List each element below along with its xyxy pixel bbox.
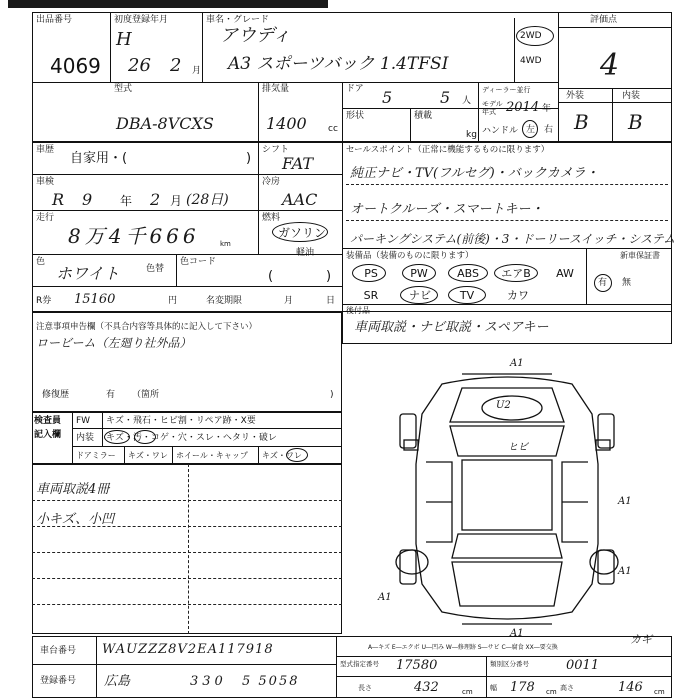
repair-close: ): [330, 390, 334, 400]
repair-label: 修復歴: [42, 390, 70, 400]
reg-year: 26: [128, 55, 151, 76]
recycle-label: R券: [36, 296, 52, 306]
notes-value: ロービーム（左廻り社外品）: [36, 336, 192, 350]
color-code-close: ): [326, 269, 332, 284]
doors: 5: [382, 88, 393, 107]
aircon: AAC: [282, 190, 318, 209]
sales-label: セールスポイント（正常に機能するものに限ります）: [346, 145, 550, 155]
lot-label: 出品番号: [36, 15, 73, 25]
new-car-warranty-label: 新車保証書: [620, 251, 660, 260]
color-change-label: 色替: [146, 264, 165, 274]
repair-yes: 有: [106, 390, 116, 400]
reg-class: 330: [190, 674, 227, 689]
inspection-label: 車検: [36, 177, 55, 187]
notes-label: 注意事項申告欄（不具合内容等具体的に記入して下さい）: [36, 322, 258, 332]
top-header-bar: [8, 0, 328, 8]
loading-label: 積載: [414, 111, 433, 121]
width-label: 幅: [490, 684, 497, 692]
sales-point-1: 純正ナビ・TV(フルセグ)・バックカメラ・: [350, 166, 599, 181]
displacement-label: 排気量: [262, 84, 290, 94]
after-install: 車両取説・ナビ取説・スペアキー: [354, 320, 549, 335]
usage-value: 自家用・(: [70, 151, 128, 166]
repair-part: （箇所: [132, 390, 160, 400]
aircon-label: 冷房: [262, 177, 281, 187]
inspector-wheel-label: ホイール・キャップ: [176, 451, 248, 460]
inspection-year: 9: [82, 190, 93, 209]
mark-right-side: A1: [618, 496, 632, 507]
equipment-label: 装備品（装備のものに限ります）: [346, 251, 474, 261]
expiry-label: 名変期限: [206, 296, 243, 306]
reg-date-label: 初度登録年月: [114, 15, 169, 25]
inspector-label-1: 検査員: [34, 416, 62, 426]
inspection-month-unit: 月: [170, 194, 183, 208]
mileage-value: 8万4千666: [68, 224, 200, 248]
score-label: 評価点: [590, 15, 618, 25]
inspector-mirror-items: キズ・ワレ: [128, 451, 168, 460]
reg-plate-number: 5 5058: [242, 674, 300, 689]
category-label: 類別区分番号: [490, 660, 529, 668]
shape-label: 形状: [346, 111, 365, 121]
displacement: 1400: [266, 114, 307, 133]
shift: FAT: [282, 154, 314, 173]
reg-month: 2: [170, 55, 182, 76]
shift-label: シフト: [262, 145, 290, 155]
fuel: ガソリン: [278, 226, 327, 240]
chassis-label: 車台番号: [40, 646, 77, 656]
equip-airbag: エアB: [501, 267, 531, 280]
equip-ps: PS: [364, 267, 378, 280]
recycle-value: 15160: [74, 292, 116, 307]
car-name-label: 車名・グレード: [206, 15, 270, 25]
equip-pw: PW: [410, 267, 428, 280]
model-code: DBA-8VCXS: [116, 114, 214, 133]
inspector-wheel-items: キズ・ワレ: [262, 451, 302, 460]
model-label: 型式: [114, 84, 133, 94]
light-oil: 軽油: [296, 248, 315, 258]
inspection-year-unit: 年: [120, 194, 133, 208]
inspector-fw-items: キズ・飛石・ヒビ割・リペア跡・X要: [106, 416, 256, 426]
fuel-label: 燃料: [262, 213, 281, 223]
reg-place: 広島: [104, 674, 131, 689]
reg-month-unit: 月: [192, 66, 202, 76]
car-damage-diagram: [342, 344, 672, 636]
after-install-label: 後付品: [346, 306, 370, 315]
seats-unit: 人: [462, 96, 472, 106]
length-unit: cm: [462, 688, 473, 696]
equip-sr: SR: [363, 289, 379, 302]
model-year-unit: 年: [542, 104, 552, 114]
equip-aw: AW: [556, 267, 574, 280]
warranty-no: 無: [622, 278, 632, 288]
comment-1: 車両取説4冊: [36, 482, 110, 497]
inspection-day: (28日): [186, 192, 229, 208]
doors-label: ドア: [346, 84, 364, 94]
car-grade: A3 スポーツバック 1.4TFSI: [228, 54, 449, 74]
model-year-label: モデル年式: [482, 100, 503, 116]
handle-label: ハンドル: [482, 126, 519, 136]
chassis-number: WAUZZZ8V2EA117918: [102, 642, 274, 657]
height-label: 高さ: [560, 684, 574, 692]
equip-leather: カワ: [507, 289, 529, 302]
damage-legend: A―キズ E―エクボ U―凹み W―修理跡 S―サビ C―腐食 XX―要交換: [368, 644, 558, 651]
expiry-day: 日: [326, 296, 336, 306]
lot-number: 4069: [50, 54, 101, 78]
mileage-label: 走行: [36, 213, 55, 223]
handle-right: 右: [544, 125, 554, 135]
mark-hood: U2: [496, 400, 511, 411]
mileage-unit: km: [220, 240, 231, 248]
model-year: 2014: [506, 100, 540, 115]
kg-unit: kg: [466, 130, 477, 140]
expiry-month: 月: [284, 296, 294, 306]
inspection-era: R: [52, 190, 65, 209]
legend-extra: カギ: [630, 633, 652, 646]
inspector-interior-items: キズ・汚・コゲ・穴・スレ・ヘタリ・破レ: [106, 433, 277, 443]
cc-unit: cc: [328, 124, 338, 134]
mark-rear: A1: [510, 628, 524, 636]
sales-point-3: パーキングシステム(前後)・3・ドーリースイッチ・システム: [350, 232, 676, 246]
category: 0011: [566, 658, 600, 673]
drive-2wd: 2WD: [520, 31, 542, 41]
reg-era: H: [116, 29, 132, 50]
mark-right-rear: A1: [618, 566, 632, 577]
mark-left-rear: A1: [378, 592, 392, 603]
reg-number-label: 登録番号: [40, 676, 77, 686]
inspector-fw-label: FW: [76, 416, 91, 426]
interior-label: 内装: [622, 91, 641, 101]
interior-grade: B: [628, 110, 643, 134]
color-code-label: 色コード: [180, 257, 217, 267]
exterior-label: 外装: [566, 91, 585, 101]
handle-left: 左: [526, 125, 536, 135]
warranty-yes: 有: [598, 278, 608, 288]
type-designation: 17580: [396, 658, 438, 673]
equip-abs: ABS: [457, 267, 479, 280]
comment-2: 小キズ、小凹: [36, 512, 115, 527]
color-label: 色: [36, 257, 46, 267]
sales-point-2: オートクルーズ・スマートキー・: [350, 202, 544, 217]
score: 4: [600, 48, 620, 83]
mark-front: A1: [510, 358, 524, 369]
equip-tv: TV: [459, 289, 475, 302]
length: 432: [414, 680, 439, 695]
height: 146: [618, 680, 643, 695]
inspection-month: 2: [150, 190, 161, 209]
drive-4wd: 4WD: [520, 56, 542, 66]
width: 178: [510, 680, 535, 695]
exterior-grade: B: [574, 110, 589, 134]
mark-windshield: ヒビ: [508, 442, 528, 453]
inspector-interior-label: 内装: [76, 433, 95, 443]
dealer-label: ディーラー並行: [482, 86, 531, 94]
length-label: 長さ: [358, 684, 372, 692]
type-designation-label: 型式指定番号: [340, 660, 379, 668]
usage-close: ): [246, 151, 252, 166]
inspector-mirror-label: ドアミラー: [76, 451, 116, 460]
width-unit: cm: [546, 688, 557, 696]
inspector-label-2: 記入欄: [34, 430, 62, 440]
car-name: アウディ: [220, 25, 291, 46]
color-value: ホワイト: [56, 264, 120, 283]
seats: 5: [440, 88, 451, 107]
height-unit: cm: [654, 688, 665, 696]
usage-label: 車歴: [36, 145, 55, 155]
color-code-open: (: [268, 269, 274, 284]
recycle-yen: 円: [168, 296, 178, 306]
equip-navi: ナビ: [409, 289, 431, 302]
